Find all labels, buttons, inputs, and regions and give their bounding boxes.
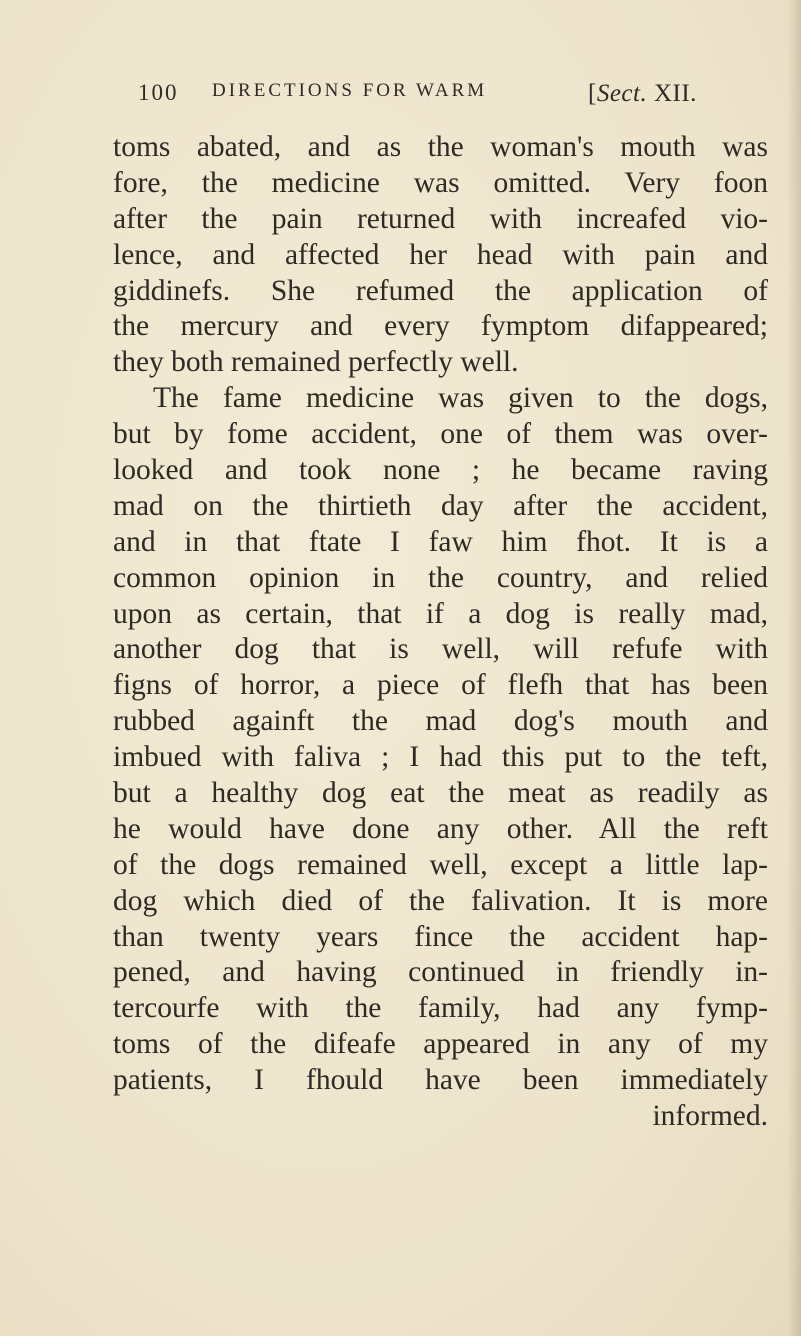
- text-line: than twenty years fince the accident hap-: [113, 920, 768, 953]
- text-line: another dog that is well, will refufe with: [113, 633, 768, 666]
- text-line: of the dogs remained well, except a little lap-: [113, 848, 768, 881]
- text-line: looked and took none ; he became raving: [113, 454, 768, 487]
- text-line: but by fome accident, one of them was over-: [113, 418, 768, 451]
- text-line: rubbed againft the mad dog's mouth and: [113, 705, 768, 738]
- text-line: but a healthy dog eat the meat as readily as: [113, 777, 768, 810]
- text-line: they both remained perfectly well.: [113, 346, 519, 379]
- page-number: 100: [138, 80, 179, 105]
- text-line: fore, the medicine was omitted. Very foon: [113, 166, 768, 199]
- running-head: [138, 80, 778, 120]
- text-line: giddinefs. She refumed the application of: [113, 274, 768, 307]
- section-abbrev: Sect.: [596, 80, 648, 107]
- text-line: he would have done any other. All the reft: [113, 812, 768, 845]
- text-line: imbued with faliva ; I had this put to the teft,: [113, 741, 768, 774]
- text-line: tercourfe with the family, had any fymp-: [113, 992, 768, 1025]
- text-line: informed.: [652, 1100, 768, 1133]
- section-bracket: [: [588, 80, 597, 107]
- text-line: toms abated, and as the woman's mouth was: [113, 131, 768, 163]
- text-line: upon as certain, that if a dog is really mad,: [113, 597, 768, 630]
- body-text: [113, 130, 768, 1135]
- page-edge-shadow: [787, 0, 801, 1336]
- text-line: lence, and affected her head with pain and: [113, 238, 768, 271]
- text-line: pened, and having continued in friendly in-: [113, 956, 768, 989]
- running-title: DIRECTIONS FOR WARM: [212, 80, 488, 101]
- text-line: common opinion in the country, and relied: [113, 561, 768, 594]
- text-line: figns of horror, a piece of flefh that has been: [113, 669, 768, 702]
- text-line: the mercury and every fymptom difappeared;: [113, 310, 768, 343]
- text-line: patients, I fhould have been immediately: [113, 1064, 768, 1097]
- text-line: toms of the difeafe appeared in any of my: [113, 1028, 768, 1061]
- text-line: after the pain returned with increafed vio-: [113, 202, 768, 235]
- section-number: XII.: [647, 80, 697, 107]
- text-line: dog which died of the falivation. It is more: [113, 884, 768, 917]
- section-marker: [588, 80, 697, 108]
- text-line: mad on the thirtieth day after the accident,: [113, 489, 768, 522]
- text-line: and in that ftate I faw him fhot. It is a: [113, 525, 768, 558]
- text-line: The fame medicine was given to the dogs,: [153, 382, 768, 415]
